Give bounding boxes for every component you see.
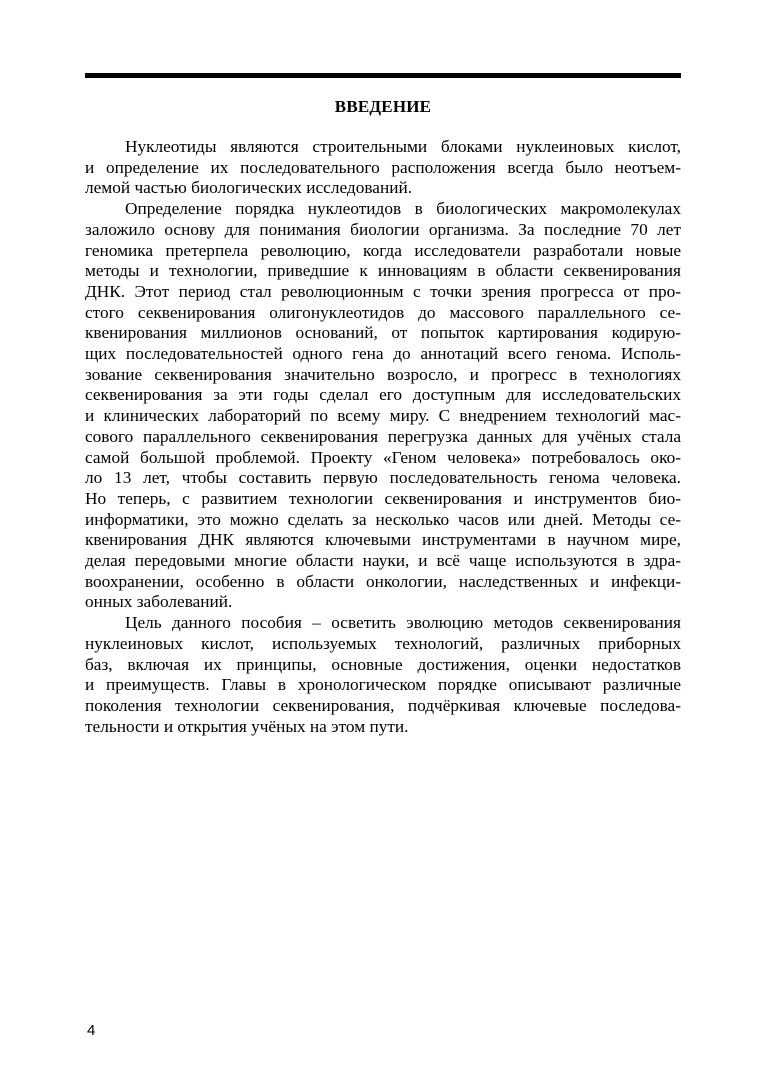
text-line: поколения технологии секвенирования, подчёркивая ключевые последова- — [85, 695, 681, 715]
text-line: онных заболеваний. — [85, 592, 233, 612]
text-line: баз, включая их принципы, основные достижения, оценки недостатков — [85, 654, 681, 674]
text-line: Определение порядка нуклеотидов в биологических макромолекулах — [125, 199, 681, 219]
text-line: ло 13 лет, чтобы составить первую последовательность генома человека. — [85, 468, 681, 488]
text-line: щих последовательностей одного гена до аннотаций всего генома. Исполь- — [85, 344, 681, 364]
text-line: стого секвенирования олигонуклеотидов до массового параллельного се- — [85, 302, 681, 322]
text-line: методы и технологии, приведшие к инновациям в области секвенирования — [85, 261, 681, 281]
text-line: квенирования миллионов оснований, от попыток картирования кодирую- — [85, 323, 681, 343]
paragraph-3 — [85, 613, 681, 737]
text-line: делая передовыми многие области науки, и всё чаще используются в здра- — [85, 551, 681, 571]
text-line: тельности и открытия учёных на этом пути. — [85, 716, 409, 736]
text-line: квенирования ДНК являются ключевыми инструментами в научном мире, — [85, 530, 681, 550]
text-line: ДНК. Этот период стал революционным с точки зрения прогресса от про- — [85, 281, 681, 301]
text-line: лемой частью биологических исследований. — [85, 178, 413, 198]
body-text — [85, 137, 681, 737]
text-line: Но теперь, с развитием технологии секвенирования и инструментов био- — [85, 488, 681, 508]
paragraph-1 — [85, 137, 681, 199]
text-line: и определение их последовательного расположения всегда было неотъем- — [85, 157, 681, 177]
text-line: Цель данного пособия – осветить эволюцию методов секвенирования — [125, 613, 681, 633]
paragraph-2 — [85, 199, 681, 613]
text-line: Нуклеотиды являются строительными блоками нуклеиновых кислот, — [125, 137, 681, 156]
text-line: и клинических лабораторий по всему миру. С внедрением технологий мас- — [85, 406, 681, 426]
text-line: информатики, это можно сделать за несколько часов или дней. Методы се- — [85, 509, 681, 529]
page-number: 4 — [87, 1022, 96, 1039]
header-rule — [85, 73, 681, 78]
text-line: заложило основу для понимания биологии организма. За последние 70 лет — [85, 219, 681, 239]
text-line: нуклеиновых кислот, используемых технологий, различных приборных — [85, 633, 681, 653]
text-line: самой большой проблемой. Проекту «Геном человека» потребовалось око- — [85, 447, 681, 467]
text-line: и преимуществ. Главы в хронологическом порядке описывают различные — [85, 675, 681, 695]
text-line: секвенирования за эти годы сделал его доступным для исследовательских — [85, 385, 681, 405]
text-line: сового параллельного секвенирования перегрузка данных для учёных стала — [85, 426, 681, 446]
text-line: воохранении, особенно в области онкологии, наследственных и инфекци- — [85, 571, 681, 591]
text-line: зование секвенирования значительно возросло, и прогресс в технологиях — [85, 364, 681, 384]
text-line: геномика претерпела революцию, когда исследователи разработали новые — [85, 240, 681, 260]
section-title: ВВЕДЕНИЕ — [334, 97, 432, 116]
